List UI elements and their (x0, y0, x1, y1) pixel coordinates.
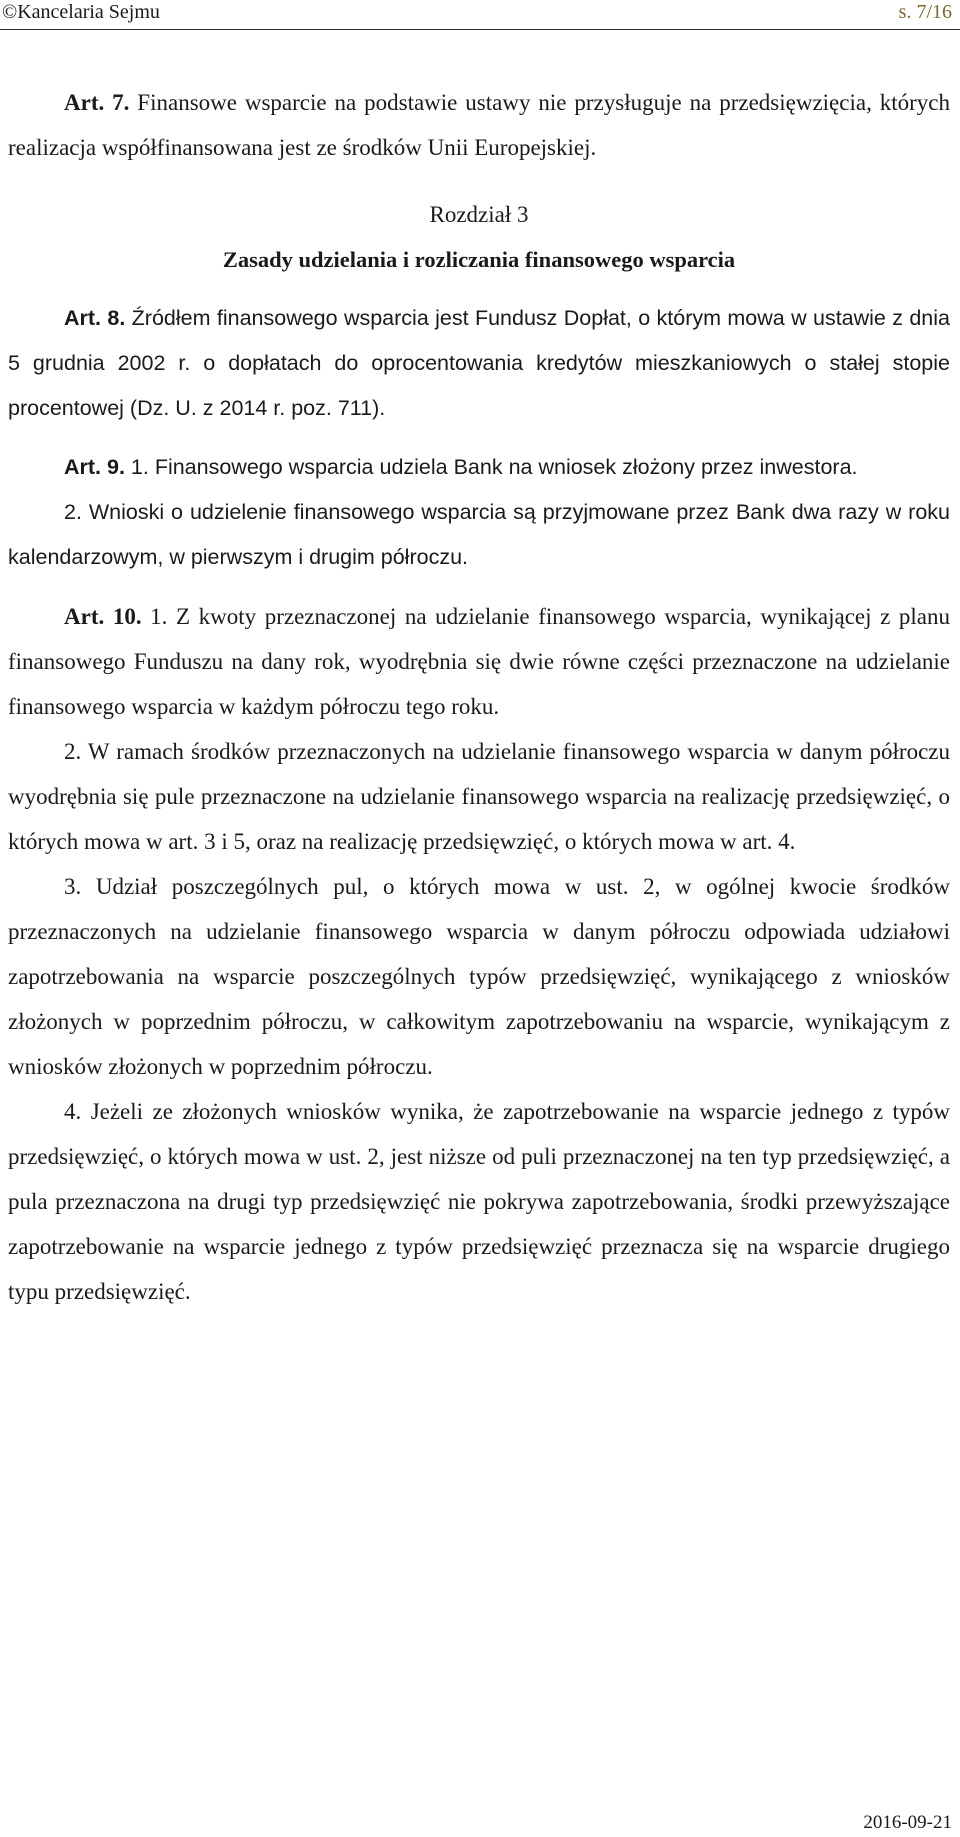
art10-paragraph-1 (8, 594, 950, 729)
art10-paragraph-3: 3. Udział poszczególnych pul, o których mowa w ust. 2, w ogólnej kwocie środków przeznaczonych na udzielanie finansowego wsparcia w danym półroczu odpowiada udziałowi zapotrzebowania na wsparcie poszczególnych typów przedsięwzięć, wynikającego z wniosków złożonych w poprzednim półroczu, w całkowitym zapotrzebowaniu na wsparcie, wynikającym z wniosków złożonych w poprzednim półroczu. (8, 874, 950, 1079)
art9-label: Art. 9. (64, 455, 125, 479)
source-label: ©Kancelaria Sejmu (2, 1, 160, 23)
chapter-number: Rozdział 3 (429, 202, 529, 227)
art8-paragraph (8, 296, 950, 431)
art7-paragraph (8, 80, 950, 170)
document-body (8, 80, 950, 1314)
footer-date: 2016-09-21 (863, 1812, 952, 1833)
art10-paragraph-2: 2. W ramach środków przeznaczonych na udzielanie finansowego wsparcia w danym półroczu wyodrębnia się pule przeznaczone na udzielanie finansowego wsparcia na realizację przedsięwzięć, o których mowa w art. 3 i 5, oraz na realizację przedsięwzięć, o których mowa w art. 4. (8, 739, 950, 854)
art8-label: Art. 8. (64, 306, 126, 330)
art10-label: Art. 10. (64, 604, 142, 629)
art8-text: Źródłem finansowego wsparcia jest Fundusz Dopłat, o którym mowa w ustawie z dnia 5 grudnia 2002 r. o dopłatach do oprocentowania kredytów mieszkaniowych o stałej stopie procentowej (Dz. U. z 2014 r. poz. 711). (8, 306, 950, 420)
art9-paragraph-2: 2. Wnioski o udzielenie finansowego wsparcia są przyjmowane przez Bank dwa razy w roku kalendarzowym, w pierwszym i drugim półroczu. (8, 500, 950, 569)
page-number: s. 7/16 (898, 1, 952, 23)
art9-text-1: 1. Finansowego wsparcia udziela Bank na wniosek złożony przez inwestora. (124, 455, 858, 479)
art10-paragraph-4: 4. Jeżeli ze złożonych wniosków wynika, że zapotrzebowanie na wsparcie jednego z typów przedsięwzięć, o których mowa w ust. 2, jest niższe od puli przeznaczonej na ten typ przedsięwzięć, a pula przeznaczona na drugi typ przedsięwzięć nie pokrywa zapotrzebowania, środki przewyższające zapotrzebowanie na wsparcie jednego z typów przedsięwzięć przeznacza się na wsparcie drugiego typu przedsięwzięć. (8, 1099, 950, 1304)
art7-label: Art. 7. (64, 90, 130, 115)
page-header (0, 0, 960, 34)
art7-text: Finansowe wsparcie na podstawie ustawy nie przysługuje na przedsięwzięcia, których realizacja współfinansowana jest ze środków Unii Europejskiej. (8, 90, 950, 160)
art10-text-1: 1. Z kwoty przeznaczonej na udzielanie finansowego wsparcia, wynikającej z planu finansowego Funduszu na dany rok, wyodrębnia się dwie równe części przeznaczone na udzielanie finansowego wsparcia w każdym półroczu tego roku. (8, 604, 950, 719)
art9-paragraph-1 (8, 445, 950, 490)
header-rule (0, 29, 960, 30)
chapter-title: Zasady udzielania i rozliczania finansowego wsparcia (222, 247, 736, 272)
